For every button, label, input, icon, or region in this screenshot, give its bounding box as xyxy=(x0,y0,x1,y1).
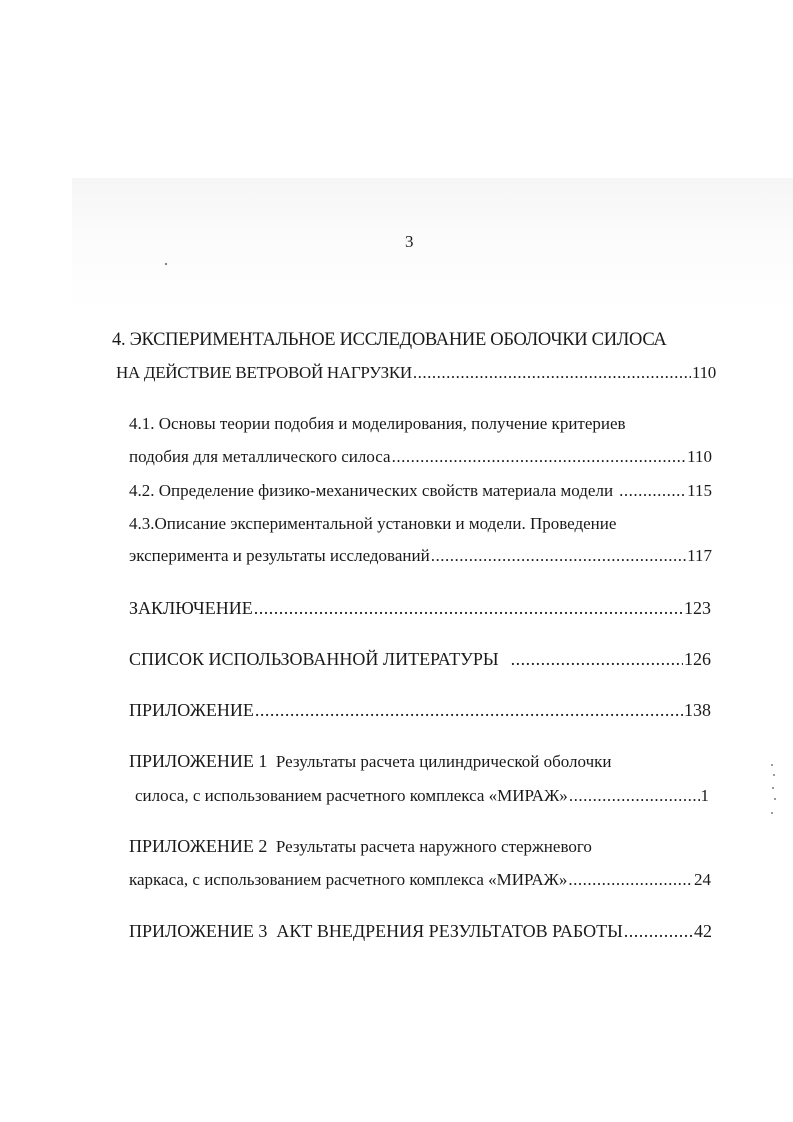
toc-appendix1-title-cont: силоса, с использованием расчетного комплекса «МИРАЖ» xyxy=(135,786,568,805)
toc-leader-dots xyxy=(619,480,686,502)
toc-appendix1-page: 1 xyxy=(700,786,709,805)
toc-leader-dots xyxy=(569,785,700,807)
scan-speck xyxy=(772,787,774,789)
toc-leader-dots xyxy=(255,699,683,721)
toc-s41-title: подобия для металлического силоса xyxy=(129,447,391,466)
toc-chapter4-title: НА ДЕЙСТВИЕ ВЕТРОВОЙ НАГРУЗКИ xyxy=(116,363,412,382)
toc-chapter4-line2 xyxy=(116,362,716,384)
toc-appendix1-line1 xyxy=(129,750,612,773)
toc-s43-line1: 4.3.Описание экспериментальной установки и модели. Проведение xyxy=(129,514,617,533)
toc-chapter4-page: 110 xyxy=(692,363,716,382)
toc-s43-page: 117 xyxy=(687,546,712,565)
toc-s41-line2 xyxy=(129,446,712,468)
toc-appendix-page: 138 xyxy=(684,700,711,720)
toc-appendix2-label: ПРИЛОЖЕНИЕ 2 xyxy=(129,836,268,856)
scan-speck xyxy=(771,764,773,766)
toc-references-page: 126 xyxy=(684,649,711,669)
toc-leader-dots xyxy=(254,597,683,619)
page-number: 3 xyxy=(405,232,414,251)
toc-s42-title: 4.2. Определение физико-механических свойств материала модели xyxy=(129,481,614,500)
scan-edge-marks xyxy=(770,760,778,820)
toc-conclusion-title: ЗАКЛЮЧЕНИЕ xyxy=(129,598,253,618)
toc-chapter4-line1: 4. ЭКСПЕРИМЕНТАЛЬНОЕ ИССЛЕДОВАНИЕ ОБОЛОЧКИ СИЛОСА xyxy=(112,330,667,350)
toc-s43-line2 xyxy=(129,545,712,567)
toc-appendix2-line2 xyxy=(129,869,711,891)
toc-appendix3 xyxy=(129,920,712,942)
toc-appendix3-label: ПРИЛОЖЕНИЕ 3 xyxy=(129,921,268,941)
toc-appendix2-page: 24 xyxy=(694,870,711,889)
scan-speck xyxy=(773,774,775,776)
toc-appendix2-line1 xyxy=(129,835,592,858)
toc-s42-page: 115 xyxy=(687,481,712,500)
toc-s41-line1: 4.1. Основы теории подобия и моделирования, получение критериев xyxy=(129,414,626,433)
toc-leader-dots xyxy=(511,648,683,670)
toc-leader-dots xyxy=(413,362,691,384)
toc-appendix2-title: Результаты расчета наружного стержневого xyxy=(275,837,592,856)
toc-appendix1-line2 xyxy=(135,785,709,807)
toc-appendix2-title-cont: каркаса, с использованием расчетного комплекса «МИРАЖ» xyxy=(129,870,568,889)
toc-appendix3-title: АКТ ВНЕДРЕНИЯ РЕЗУЛЬТАТОВ РАБОТЫ xyxy=(276,921,623,941)
toc-references-title: СПИСОК ИСПОЛЬЗОВАННОЙ ЛИТЕРАТУРЫ xyxy=(129,649,499,669)
toc-leader-dots xyxy=(392,446,687,468)
scan-speck xyxy=(774,798,776,800)
toc-s42 xyxy=(129,480,712,502)
toc-conclusion-page: 123 xyxy=(684,598,711,618)
toc-appendix-title: ПРИЛОЖЕНИЕ xyxy=(129,700,254,720)
scan-speck xyxy=(165,263,167,265)
toc-leader-dots xyxy=(568,869,693,891)
toc-appendix xyxy=(129,699,711,721)
toc-s43-title: эксперимента и результаты исследований xyxy=(129,546,430,565)
toc-leader-dots xyxy=(624,920,693,942)
toc-s41-page: 110 xyxy=(687,447,712,466)
toc-leader-dots xyxy=(431,545,686,567)
toc-appendix1-title: Результаты расчета цилиндрической оболочки xyxy=(275,752,612,771)
toc-appendix3-page: 42 xyxy=(694,921,712,941)
scan-speck xyxy=(771,812,773,814)
toc-conclusion xyxy=(129,597,711,619)
toc-appendix1-label: ПРИЛОЖЕНИЕ 1 xyxy=(129,751,268,771)
toc-references xyxy=(129,648,711,670)
